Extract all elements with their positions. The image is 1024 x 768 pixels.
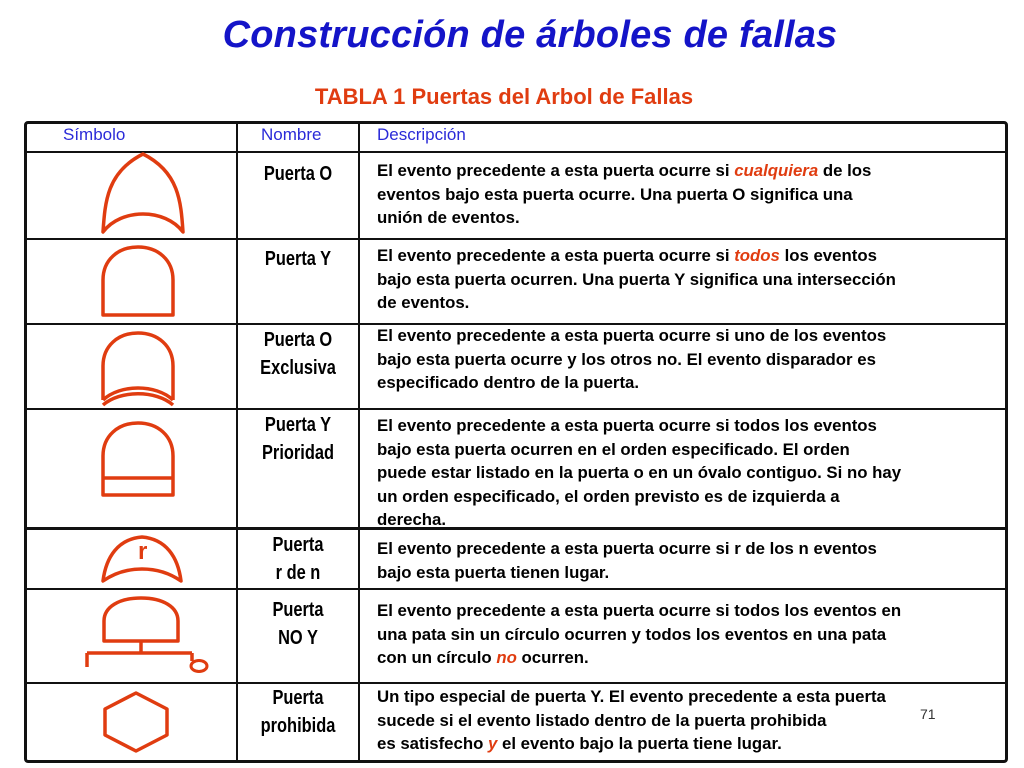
gate-description <box>377 324 1003 395</box>
row-divider <box>24 588 1008 590</box>
gate-description <box>377 414 1003 532</box>
gate-description <box>377 159 1003 230</box>
table-caption: TABLA 1 Puertas del Arbol de Fallas <box>314 84 694 109</box>
page-title: Construcción de árboles de fallas <box>222 14 838 56</box>
exclusive-or-gate-icon <box>100 330 176 408</box>
description-line: unión de eventos. <box>377 208 520 227</box>
gate-description <box>377 537 1003 584</box>
header-name: Nombre <box>261 125 322 144</box>
description-line: bajo esta puerta ocurren. Una puerta Y significa una intersección <box>377 269 896 289</box>
description-line: una pata sin un círculo ocurren y todos los eventos en una pata <box>377 624 887 644</box>
description-line: El evento precedente a esta puerta ocurre si todos los eventos en <box>377 601 902 620</box>
description-line: El evento precedente a esta puerta ocurre si uno de los eventos <box>377 326 887 345</box>
column-divider <box>236 121 238 763</box>
description-line: Un tipo especial de puerta Y. El evento precedente a esta puerta <box>377 687 886 706</box>
gate-name: Puerta NO Y <box>272 599 324 649</box>
column-divider <box>358 121 360 763</box>
emphasized-word: no <box>496 648 517 667</box>
row-divider <box>24 408 1008 410</box>
description-line: puede estar listado en la puerta o en un óvalo contiguo. Si no hay <box>377 463 902 482</box>
gate-description <box>377 599 1003 670</box>
page-number: 71 <box>920 706 936 722</box>
description-line: bajo esta puerta ocurren en el orden especificado. El orden <box>377 439 850 459</box>
gate-name: Puerta O <box>263 163 333 185</box>
gate-description <box>377 244 1003 315</box>
gate-name: Puerta Y <box>264 248 332 270</box>
emphasized-word: todos <box>734 246 780 265</box>
row-divider <box>24 238 1008 240</box>
and-gate-icon <box>100 244 176 318</box>
description-line: un orden especificado, el orden previsto es de izquierda a <box>377 486 840 506</box>
header-description: Descripción <box>377 125 466 144</box>
r-of-n-label: r <box>138 538 148 565</box>
description-line: es satisfecho y el evento bajo la puerta tiene lugar. <box>377 734 782 753</box>
gate-name: Puerta O Exclusiva <box>260 329 336 379</box>
description-line: bajo esta puerta ocurre y los otros no. El evento disparador es <box>377 349 876 369</box>
description-line: El evento precedente a esta puerta ocurre si todos los eventos <box>377 246 877 265</box>
description-line: sucede si el evento listado dentro de la puerta prohibida <box>377 710 827 730</box>
description-line: especificado dentro de la puerta. <box>377 373 640 392</box>
description-line: con un círculo no ocurren. <box>377 648 589 667</box>
description-line: derecha. <box>377 510 447 529</box>
gate-name: Puerta prohibida <box>260 687 336 737</box>
gate-name: Puerta Y Prioridad <box>261 414 334 464</box>
header-symbol: Símbolo <box>63 125 126 144</box>
description-line: bajo esta puerta tienen lugar. <box>377 562 610 582</box>
not-and-gate-icon <box>84 595 212 677</box>
priority-and-gate-icon <box>100 420 176 498</box>
row-divider <box>24 682 1008 684</box>
description-line: El evento precedente a esta puerta ocurre si r de los n eventos <box>377 539 877 558</box>
or-gate-icon <box>95 152 191 236</box>
inhibit-gate-icon <box>102 690 170 754</box>
gate-name: Puerta r de n <box>272 534 324 584</box>
description-line: eventos bajo esta puerta ocurre. Una puerta O significa una <box>377 184 853 204</box>
description-line: de eventos. <box>377 293 470 312</box>
description-line: El evento precedente a esta puerta ocurre si cualquiera de los <box>377 161 872 180</box>
description-line: El evento precedente a esta puerta ocurre si todos los eventos <box>377 416 877 435</box>
gate-description <box>377 685 1003 756</box>
emphasized-word: y <box>488 734 498 753</box>
emphasized-word: cualquiera <box>734 161 819 180</box>
